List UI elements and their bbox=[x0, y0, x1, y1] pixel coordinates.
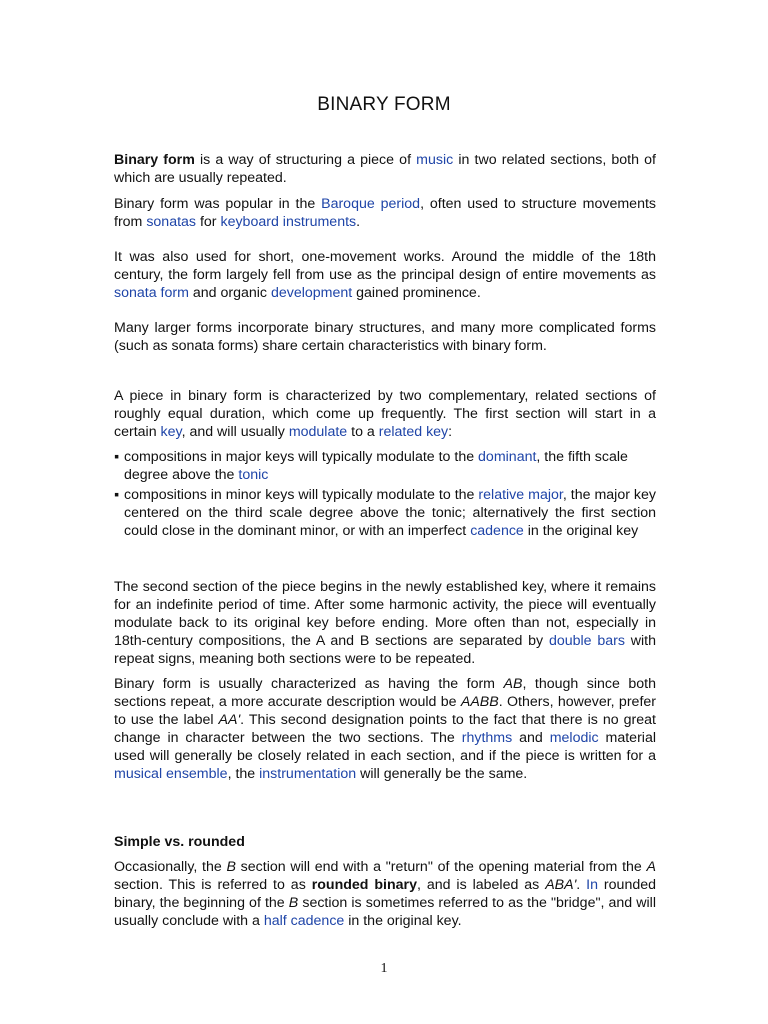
text-run: It was also used for short, one-movement works. Around the middle of the 18th century, the form largely fell from use as the principal design of entire movements as bbox=[114, 249, 656, 283]
italic-term: B bbox=[226, 859, 236, 875]
link-baroque-period[interactable]: Baroque period bbox=[321, 196, 421, 212]
link-musical-ensemble[interactable]: musical ensemble bbox=[114, 766, 228, 782]
bold-term: rounded binary bbox=[311, 877, 417, 893]
text-run: , and will usually bbox=[181, 424, 289, 440]
page-number: 1 bbox=[380, 961, 388, 976]
text-run: . bbox=[356, 214, 361, 230]
list-item-text bbox=[124, 486, 656, 540]
italic-term: ABA' bbox=[545, 877, 577, 893]
list-item bbox=[114, 486, 656, 540]
list-item-text bbox=[124, 448, 634, 484]
text-run: in the original key bbox=[523, 523, 639, 539]
text-run: Many larger forms incorporate binary structures, and many more complicated forms (such as sonata forms) share certain characteristics with binary form. bbox=[114, 320, 656, 354]
bullet-icon: ▪ bbox=[114, 449, 120, 465]
link-tonic[interactable]: tonic bbox=[238, 467, 269, 483]
text-run: in the original key. bbox=[344, 913, 462, 929]
text-run: Binary form is usually characterized as having the form bbox=[114, 676, 504, 692]
link-modulate[interactable]: modulate bbox=[288, 424, 348, 440]
link-music[interactable]: music bbox=[416, 152, 454, 168]
link-key[interactable]: key bbox=[160, 424, 182, 440]
text-run: , and is labeled as bbox=[416, 877, 546, 893]
link-development[interactable]: development bbox=[270, 285, 353, 301]
text-run: : bbox=[448, 424, 453, 440]
text-run: . bbox=[576, 877, 587, 893]
text-run: section is sometimes referred to as the "bridge", and will usually conclude with a bbox=[114, 895, 656, 929]
page-title: BINARY FORM bbox=[317, 94, 451, 115]
link-in[interactable]: In bbox=[586, 877, 599, 893]
larger-forms-paragraph bbox=[114, 319, 656, 355]
link-sonatas[interactable]: sonatas bbox=[146, 214, 197, 230]
link-melodic[interactable]: melodic bbox=[549, 730, 599, 746]
text-run: is a way of structuring a piece of bbox=[194, 152, 417, 168]
link-double-bars[interactable]: double bars bbox=[548, 633, 625, 649]
text-run: The second section of the piece begins in the newly established key, where it remains for an indefinite period of time. After some harmonic activity, the piece will eventually modulate back to its original key before ending. More often than not, especially in 18th-century compositions, the A and B sections are separated by bbox=[114, 579, 656, 649]
text-run: gained prominence. bbox=[352, 285, 481, 301]
list-item bbox=[114, 448, 656, 484]
text-run: and organic bbox=[188, 285, 271, 301]
link-instrumentation[interactable]: instrumentation bbox=[259, 766, 357, 782]
text-run: in two related sections, both of which are usually repeated. bbox=[114, 152, 656, 186]
link-sonata-form[interactable]: sonata form bbox=[114, 285, 189, 301]
italic-term: AB bbox=[503, 676, 523, 692]
text-run: rounded binary, the beginning of the bbox=[114, 877, 657, 911]
link-cadence[interactable]: cadence bbox=[470, 523, 524, 539]
second-section-paragraph bbox=[114, 578, 656, 668]
intro-paragraph bbox=[114, 151, 656, 187]
structure-paragraph bbox=[114, 387, 656, 441]
link-relative-major[interactable]: relative major bbox=[478, 487, 563, 503]
text-run: A piece in binary form is characterized by two complementary, related sections of roughly equal duration, which come up frequently. The first section will start in a certain bbox=[114, 388, 656, 440]
text-run: section will end with a "return" of the opening material from the bbox=[235, 859, 647, 875]
text-run: Occasionally, the bbox=[114, 859, 227, 875]
text-run: with repeat signs, meaning both sections were to be repeated. bbox=[114, 633, 656, 667]
text-run: , the major key centered on the third scale degree above the tonic; alternatively the first section could close in the dominant minor, or with an imperfect bbox=[124, 487, 657, 539]
text-run: and bbox=[512, 730, 550, 746]
text-run: to a bbox=[347, 424, 379, 440]
text-run: will generally be the same. bbox=[356, 766, 528, 782]
text-run: material used will generally be closely related in each section, and if the piece is written for a bbox=[114, 730, 656, 764]
text-run: compositions in minor keys will typically modulate to the bbox=[124, 487, 479, 503]
baroque-paragraph bbox=[114, 195, 656, 231]
section-heading: Simple vs. rounded bbox=[114, 834, 245, 850]
text-run: , though since both sections repeat, a more accurate description would be bbox=[114, 676, 656, 710]
text-run: , the fifth scale degree above the bbox=[124, 449, 628, 483]
bullet-icon: ▪ bbox=[114, 487, 120, 503]
history-paragraph bbox=[114, 248, 656, 302]
italic-term: B bbox=[288, 895, 299, 911]
text-run: , often used to structure movements from bbox=[114, 196, 656, 230]
text-run: . Others, however, prefer to use the label bbox=[114, 694, 656, 728]
rounded-binary-paragraph bbox=[114, 858, 656, 930]
italic-term: AABB bbox=[460, 694, 499, 710]
text-run: section. This is referred to as bbox=[114, 877, 312, 893]
link-half-cadence[interactable]: half cadence bbox=[263, 913, 345, 929]
text-run: . This second designation points to the fact that there is no great change in character between the two sections. The bbox=[114, 712, 656, 746]
text-run: , the bbox=[227, 766, 260, 782]
italic-term: A bbox=[646, 859, 656, 875]
bold-term: Binary form bbox=[114, 152, 195, 168]
text-run: Binary form was popular in the bbox=[114, 196, 322, 212]
link-rhythms[interactable]: rhythms bbox=[461, 730, 513, 746]
link-keyboard-instruments[interactable]: keyboard instruments bbox=[220, 214, 357, 230]
text-run: for bbox=[196, 214, 221, 230]
characterization-paragraph bbox=[114, 675, 656, 783]
text-run: compositions in major keys will typically modulate to the bbox=[124, 449, 479, 465]
link-dominant[interactable]: dominant bbox=[478, 449, 537, 465]
italic-term: AA' bbox=[218, 712, 241, 728]
link-related-key[interactable]: related key bbox=[378, 424, 449, 440]
